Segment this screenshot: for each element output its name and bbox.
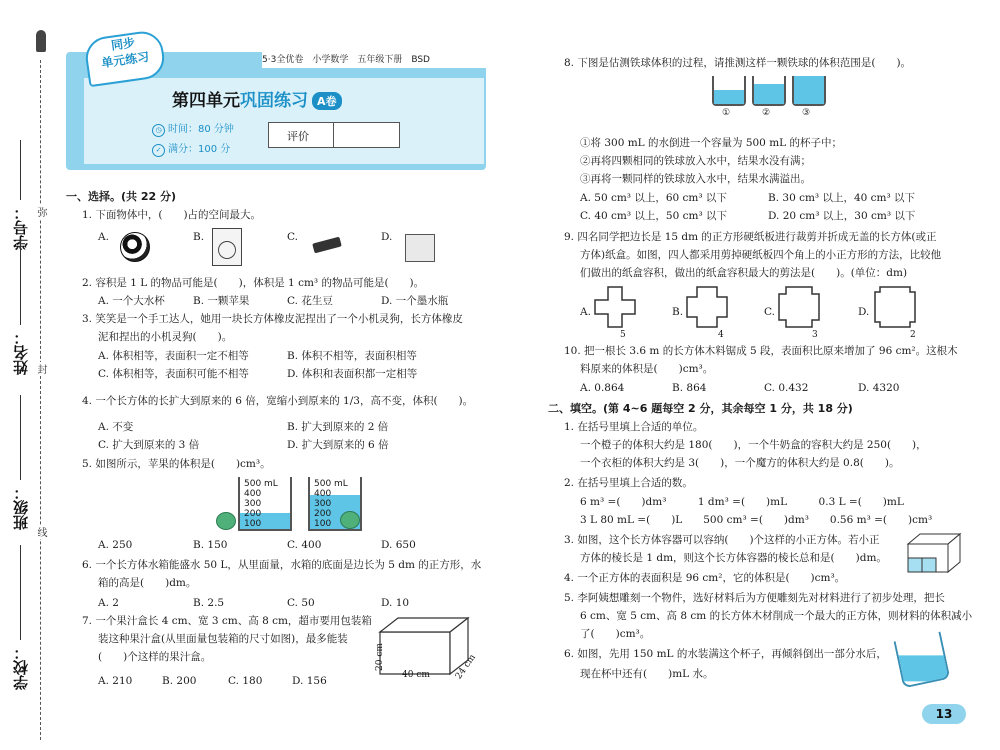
section-1-heading: 一、选择。(共 22 分) xyxy=(66,190,177,203)
page-title xyxy=(172,86,342,111)
q2-opt-a[interactable]: A. 一个大水杯 xyxy=(98,295,165,307)
scale-200: 200 xyxy=(314,509,332,519)
q3-opt-b[interactable]: B. 体积不相等，表面积相等 xyxy=(287,350,417,362)
badge-line-2: 单元练习 xyxy=(100,49,151,71)
evaluation-label: 评价 xyxy=(287,130,309,143)
scale-400: 400 xyxy=(314,489,332,499)
f1-line-2[interactable]: 一个衣柜的体积大约是 3( )，一个魔方的体积大约是 0.8( )。 xyxy=(580,457,900,469)
scale-100: 100 xyxy=(244,519,262,529)
q9-text-2: 方体)纸盒。如图，四人都采用剪掉硬纸板四个角上的小正方形的方法，比较他 xyxy=(580,249,942,261)
page-number: 13 xyxy=(922,704,966,724)
f4-text[interactable]: 4. 一个正方体的表面积是 96 cm²，它的体积是( )cm³。 xyxy=(564,572,846,584)
name-label: 姓名： xyxy=(12,330,30,375)
q1-opt-c[interactable]: C. xyxy=(287,231,298,243)
scale-500: 500 mL xyxy=(314,479,348,489)
cut-pattern-d xyxy=(874,286,916,328)
evaluation-box[interactable] xyxy=(268,122,400,148)
q7-opt-a[interactable]: A. 210 xyxy=(98,675,133,687)
check-icon: ✓ xyxy=(152,144,165,157)
q9-opt-b[interactable]: B. xyxy=(672,306,684,318)
seal-char-1: 弥 xyxy=(35,207,46,217)
time-text: 时间：80 分钟 xyxy=(168,124,234,135)
apple-in-beaker-icon xyxy=(340,511,360,529)
q4-opt-d[interactable]: D. 扩大到原来的 6 倍 xyxy=(287,439,389,451)
container-cubes-diagram xyxy=(906,530,962,574)
q3-opt-c[interactable]: C. 体积相等，表面积可能不相等 xyxy=(98,368,249,380)
title-part-1: 第四单元 xyxy=(172,91,240,111)
beaker-1-scale xyxy=(244,479,278,529)
q4-opt-c[interactable]: C. 扩大到原来的 3 倍 xyxy=(98,439,200,451)
cut-size-d: 2 xyxy=(910,330,916,340)
flashlight-icon xyxy=(312,237,342,254)
binding-margin xyxy=(0,0,62,750)
header-banner xyxy=(66,35,486,170)
q4-opt-a[interactable]: A. 不变 xyxy=(98,421,134,433)
q2-text: 2. 容积是 1 L 的物品可能是( )，体积是 1 cm³ 的物品可能是( )。 xyxy=(82,277,425,289)
f6-text-2[interactable]: 现在杯中还有( )mL 水。 xyxy=(580,668,714,680)
q5-opt-d[interactable]: D. 650 xyxy=(381,539,416,551)
q2-opt-b[interactable]: B. 一颗苹果 xyxy=(193,295,250,307)
scale-200: 200 xyxy=(244,509,262,519)
school-line xyxy=(20,545,22,640)
cup-3-water xyxy=(794,76,824,104)
series-label: 5·3全优卷 小学数学 五年级下册 BSD xyxy=(262,52,486,68)
scale-300: 300 xyxy=(244,499,262,509)
q6-text-2: 箱的高是( )dm。 xyxy=(98,577,197,589)
q6-text-1: 6. 一个长方体水箱能盛水 50 L，从里面量，水箱的底面是边长为 5 dm 的正方形，水 xyxy=(82,559,482,571)
cut-pattern-b xyxy=(686,286,728,328)
seal-char-3: 线 xyxy=(35,527,46,537)
q7-opt-b[interactable]: B. 200 xyxy=(162,675,197,687)
school-label: 学校： xyxy=(12,645,30,690)
cut-size-c: 3 xyxy=(812,330,818,340)
q8-opt-b[interactable]: B. 30 cm³ 以上，40 cm³ 以下 xyxy=(768,192,916,204)
q8-opt-d[interactable]: D. 20 cm³ 以上，30 cm³ 以下 xyxy=(768,210,916,222)
evaluation-divider xyxy=(333,123,334,147)
q1-opt-d[interactable]: D. xyxy=(381,231,393,243)
q3-text-1: 3. 笑笑是一个手工达人，她用一块长方体橡皮泥捏出了一个小机灵狗，长方体橡皮 xyxy=(82,313,463,325)
q9-opt-d[interactable]: D. xyxy=(858,306,870,318)
toy-car-icon xyxy=(405,234,435,262)
q2-opt-d[interactable]: D. 一个墨水瓶 xyxy=(381,295,449,307)
cup-1-water xyxy=(714,90,744,104)
box-height-label: 20 cm xyxy=(374,643,385,671)
student-id-line xyxy=(20,140,22,200)
f2-line-2[interactable]: 3 L 80 mL =( )L 500 cm³ =( )dm³ 0.56 m³ =( )cm³ xyxy=(580,514,933,526)
cup-2 xyxy=(752,76,786,106)
scale-300: 300 xyxy=(314,499,332,509)
score-text: 满分：100 分 xyxy=(168,144,231,155)
cut-pattern-a xyxy=(594,286,636,328)
f1-text: 1. 在括号里填上合适的单位。 xyxy=(564,421,704,433)
f1-line-1[interactable]: 一个橙子的体积大约是 180( )，一个牛奶盒的容积大约是 250( )， xyxy=(580,439,927,451)
cut-size-b: 4 xyxy=(718,330,724,340)
cup-1 xyxy=(712,76,746,106)
q1-opt-b[interactable]: B. xyxy=(193,231,205,243)
seal-char-2: 封 xyxy=(35,364,46,374)
q9-opt-c[interactable]: C. xyxy=(764,306,775,318)
q6-opt-a[interactable]: A. 2 xyxy=(98,597,119,609)
f2-text: 2. 在括号里填上合适的数。 xyxy=(564,477,693,489)
beaker-2 xyxy=(308,477,362,531)
beaker-1 xyxy=(238,477,292,531)
q8-text: 8. 下图是估测铁球体积的过程，请推测这样一颗铁球的体积范围是( )。 xyxy=(564,57,912,69)
q8-opt-a[interactable]: A. 50 cm³ 以上，60 cm³ 以下 xyxy=(580,192,727,204)
cut-pattern-c xyxy=(778,286,820,328)
cup-3 xyxy=(792,76,826,106)
q4-opt-b[interactable]: B. 扩大到原来的 2 倍 xyxy=(287,421,389,433)
f5-text-3[interactable]: 了( )cm³。 xyxy=(580,628,651,640)
q6-opt-d[interactable]: D. 10 xyxy=(381,597,410,609)
f2-line-1[interactable]: 6 m³ =( )dm³ 1 dm³ =( )mL 0.3 L =( )mL xyxy=(580,496,904,508)
student-id-label: 学号： xyxy=(12,205,30,250)
clock-icon: ◷ xyxy=(152,124,165,137)
q5-opt-a[interactable]: A. 250 xyxy=(98,539,133,551)
q6-opt-c[interactable]: C. 50 xyxy=(287,597,315,609)
q10-text-1: 10. 把一根长 3.6 m 的长方体木料锯成 5 段，表面积比原来增加了 96 cm²。这根木 xyxy=(564,345,958,357)
q3-opt-d[interactable]: D. 体积和表面积都一定相等 xyxy=(287,368,418,380)
title-part-2: 巩固练习 xyxy=(240,91,308,111)
cup-1-mark: ① xyxy=(722,108,731,118)
q10-opt-a[interactable]: A. 0.864 xyxy=(580,382,625,394)
q2-opt-c[interactable]: C. 花生豆 xyxy=(287,295,333,307)
cut-size-a: 5 xyxy=(620,330,626,340)
q10-opt-b[interactable]: B. 864 xyxy=(672,382,707,394)
f3-text-1[interactable]: 3. 如图，这个长方体容器可以容纳( )个这样的小正方体。若小正 xyxy=(564,534,880,546)
q10-text-2: 料原来的体积是( )cm³。 xyxy=(580,363,714,375)
washing-machine-icon xyxy=(212,228,242,266)
q3-text-2: 泥和捏出的小机灵狗( )。 xyxy=(98,331,233,343)
q8-step-3: ③再将一颗同样的铁球放入水中，结果水满溢出。 xyxy=(580,173,811,185)
scale-100: 100 xyxy=(314,519,332,529)
q1-text: 1. 下面物体中，( )占的空间最大。 xyxy=(82,209,262,221)
q3-opt-a[interactable]: A. 体积相等，表面积一定不相等 xyxy=(98,350,249,362)
q7-text-2: 装这种果汁盒(从里面量包装箱的尺寸如图)，最多能装 xyxy=(98,633,348,645)
apple-icon xyxy=(216,512,236,530)
title-badge: A卷 xyxy=(312,92,342,110)
q4-text: 4. 一个长方体的长扩大到原来的 6 倍，宽缩小到原来的 1/3，高不变，体积( )。 xyxy=(82,395,474,407)
cup-2-water xyxy=(754,84,784,104)
q10-opt-c[interactable]: C. 0.432 xyxy=(764,382,809,394)
class-label: 班级： xyxy=(12,485,30,530)
cut-line xyxy=(40,60,41,740)
q8-step-1: ①将 300 mL 的水倒进一个容量为 500 mL 的杯子中； xyxy=(580,137,842,149)
tilted-cup-icon xyxy=(894,632,951,689)
f5-text-2: 6 cm、宽 5 cm、高 8 cm 的长方体木材削成一个最大的正方体，则材料的体积减小 xyxy=(580,610,973,622)
f3-text-2[interactable]: 方体的棱长是 1 dm，则这个长方体容器的棱长总和是( )dm。 xyxy=(580,552,887,564)
q7-opt-c[interactable]: C. 180 xyxy=(228,675,263,687)
cup-3-mark: ③ xyxy=(802,108,811,118)
time-info xyxy=(152,120,234,137)
q5-opt-b[interactable]: B. 150 xyxy=(193,539,228,551)
q7-text-1: 7. 一个果汁盒长 4 cm、宽 3 cm、高 8 cm，超市要用包装箱 xyxy=(82,615,372,627)
scale-400: 400 xyxy=(244,489,262,499)
score-info xyxy=(152,140,230,157)
q9-text-1: 9. 四名同学把边长是 15 dm 的正方形硬纸板进行裁剪并折成无盖的长方体(或正 xyxy=(564,231,937,243)
box-width-label: 24 cm xyxy=(453,652,479,682)
scale-500: 500 mL xyxy=(244,479,278,489)
q9-opt-a[interactable]: A. xyxy=(580,306,591,318)
q5-opt-c[interactable]: C. 400 xyxy=(287,539,322,551)
q9-text-3: 们做出的纸盒容积，做出的纸盒容积最大的剪法是( )。(单位：dm) xyxy=(580,267,908,279)
q10-opt-d[interactable]: D. 4320 xyxy=(858,382,900,394)
q1-opt-a[interactable]: A. xyxy=(98,231,109,243)
soccer-ball-icon xyxy=(120,232,150,262)
cup-2-mark: ② xyxy=(762,108,771,118)
section-2-heading: 二、填空。(第 4~6 题每空 2 分，其余每空 1 分，共 18 分) xyxy=(548,402,853,415)
f6-text-1: 6. 如图，先用 150 mL 的水装满这个杯子，再倾斜倒出一部分水后， xyxy=(564,648,887,660)
f5-text-1: 5. 李阿姨想雕刻一个物件，选好材料后为方便雕刻先对材料进行了初步处理，把长 xyxy=(564,592,945,604)
q8-step-2: ②再将四颗相同的铁球放入水中，结果水没有满； xyxy=(580,155,811,167)
q7-opt-d[interactable]: D. 156 xyxy=(292,675,327,687)
rocket-icon xyxy=(36,30,46,52)
q6-opt-b[interactable]: B. 2.5 xyxy=(193,597,225,609)
q8-opt-c[interactable]: C. 40 cm³ 以上，50 cm³ 以下 xyxy=(580,210,727,222)
box-length-label: 40 cm xyxy=(402,670,430,680)
q5-text: 5. 如图所示，苹果的体积是( )cm³。 xyxy=(82,458,271,470)
name-line xyxy=(20,240,22,325)
class-line xyxy=(20,395,22,480)
tilted-cup-water xyxy=(896,655,951,681)
badge-line-1: 同步 xyxy=(110,35,136,53)
q7-text-3: ( )个这样的果汁盒。 xyxy=(98,651,212,663)
